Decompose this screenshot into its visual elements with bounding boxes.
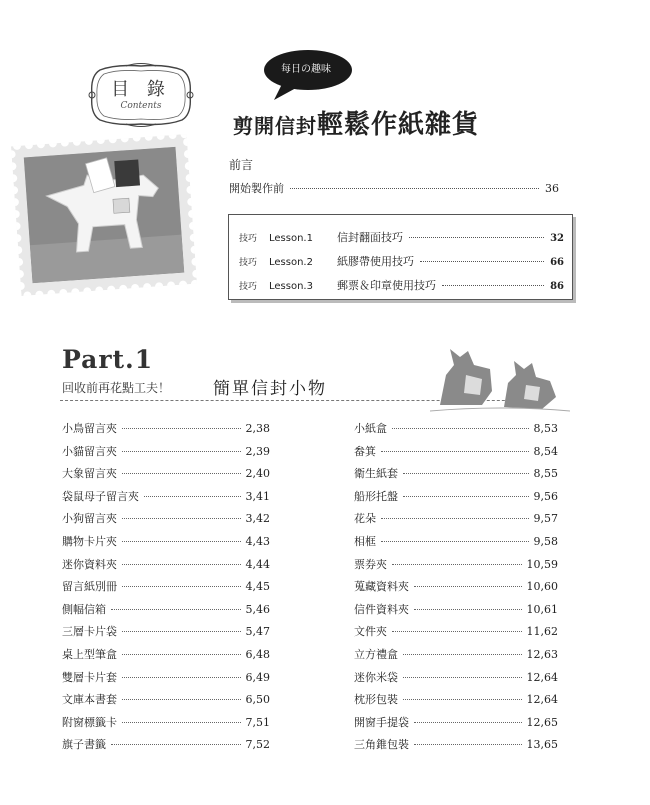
item-page: 6,50 [245,693,270,707]
item-label: 購物卡片夾 [62,534,117,548]
item-page: 3,41 [245,489,270,503]
item-page: 7,52 [245,738,270,752]
photo-area [24,147,184,283]
list-item[interactable] [62,623,270,646]
item-label: 迷你米袋 [354,670,398,684]
list-item[interactable] [62,646,270,669]
lesson-title: 信封翻面技巧 [337,231,403,244]
lesson-title: 郵票＆印章使用技巧 [337,279,436,292]
dot-leader [403,473,529,474]
item-label: 文庫本書套 [62,693,117,707]
item-label: 小鳥留言夾 [62,422,117,435]
item-label: 相框 [354,534,376,548]
item-page: 4,43 [245,534,270,548]
dot-leader [122,541,241,542]
start-entry[interactable] [229,180,559,196]
dot-leader [290,188,539,189]
item-page: 4,44 [245,557,270,571]
item-page: 13,65 [526,738,558,752]
dot-leader [409,237,544,238]
item-page: 7,51 [245,715,270,729]
item-page: 6,49 [245,670,270,684]
item-page: 12,65 [526,715,558,729]
list-item[interactable] [62,488,270,511]
list-item[interactable] [354,420,558,443]
part-title: 簡單信封小物 [213,379,327,399]
lesson-number: Lesson.2 [269,257,313,268]
start-entry-label: 開始製作前 [229,182,284,195]
list-item[interactable] [354,488,558,511]
list-item[interactable] [354,443,558,466]
dot-leader [122,654,241,655]
list-item[interactable] [354,601,558,624]
book-title-part2: 輕鬆作紙雜貨 [317,110,480,140]
dot-leader [403,496,529,497]
item-label: 側幅信箱 [62,602,106,616]
lesson-entry[interactable] [239,253,564,269]
list-item[interactable] [354,736,558,759]
list-item[interactable] [62,510,270,533]
start-entry-page: 36 [545,182,559,195]
list-item[interactable] [354,556,558,579]
dot-leader [122,631,241,632]
dot-leader [111,609,241,610]
dot-leader [381,541,529,542]
dot-leader [403,677,522,678]
item-label: 枕形包裝 [354,693,398,707]
list-item[interactable] [62,443,270,466]
list-item[interactable] [354,691,558,714]
item-label: 迷你資料夾 [62,557,117,571]
dot-leader [381,518,529,519]
list-item[interactable] [62,465,270,488]
item-label: 桌上型筆盒 [62,647,117,661]
item-page: 12,63 [526,647,558,661]
list-item[interactable] [354,510,558,533]
lesson-page: 86 [550,281,564,292]
lesson-entry[interactable] [239,277,564,293]
dot-leader [381,451,529,452]
list-item[interactable] [354,623,558,646]
item-page: 2,40 [245,467,270,481]
lesson-category: 技巧 [239,282,258,292]
item-page: 8,54 [533,444,558,458]
item-label: 小狗留言夾 [62,512,117,526]
item-page: 10,59 [526,557,558,571]
dot-leader [111,744,241,745]
lesson-page: 32 [550,233,564,244]
item-label: 大象留言夾 [62,467,117,481]
dot-leader [442,285,544,286]
dot-leader [414,722,522,723]
lesson-title: 紙膠帶使用技巧 [337,255,414,268]
list-item[interactable] [354,669,558,692]
list-item[interactable] [62,736,270,759]
item-label: 小貓留言夾 [62,444,117,458]
item-page: 9,58 [533,534,558,548]
item-page: 12,64 [526,693,558,707]
dot-leader [403,699,522,700]
item-label: 開窗手提袋 [354,715,409,729]
dot-leader [414,586,522,587]
item-page: 9,56 [533,489,558,503]
item-label: 蒐藏資料夾 [354,580,409,594]
item-label: 立方禮盒 [354,647,398,661]
list-item[interactable] [62,578,270,601]
list-item[interactable] [354,578,558,601]
dot-leader [392,428,529,429]
lessons-box [228,214,573,300]
item-label: 留言紙別冊 [62,580,117,594]
item-label: 小紙盒 [354,422,387,435]
lesson-entry[interactable] [239,229,564,245]
item-page: 8,55 [533,467,558,481]
list-item[interactable] [354,714,558,737]
item-label: 三角錐包裝 [354,738,409,752]
dot-leader [392,564,522,565]
item-page: 12,64 [526,670,558,684]
list-item[interactable] [354,646,558,669]
list-item[interactable] [62,420,270,443]
stamp-photo [11,134,197,296]
list-item[interactable] [354,533,558,556]
dot-leader [122,564,241,565]
list-item[interactable] [62,601,270,624]
dot-leader [122,699,241,700]
list-item[interactable] [62,669,270,692]
part-subtitle: 回收前再花點工夫！ [62,381,171,395]
lesson-number: Lesson.1 [269,233,313,244]
lesson-category: 技巧 [239,258,258,268]
list-item[interactable] [62,533,270,556]
list-item[interactable] [62,556,270,579]
item-page: 10,61 [526,602,558,616]
item-label: 袋鼠母子留言夾 [62,489,139,503]
item-page: 6,48 [245,647,270,661]
items-right-column [354,420,558,759]
item-page: 5,46 [245,602,270,616]
dot-leader [122,428,241,429]
dot-leader [122,451,241,452]
item-label: 畚箕 [354,444,376,458]
item-page: 3,42 [245,512,270,526]
dot-leader [414,609,522,610]
dot-leader [122,677,241,678]
item-page: 4,45 [245,580,270,594]
contents-subtitle: Contents [120,101,162,111]
item-page: 2,38 [245,422,270,435]
item-page: 10,60 [526,580,558,594]
item-page: 5,47 [245,625,270,639]
items-left-column [62,420,270,759]
paper-animals-illustration-icon [430,335,570,413]
dot-leader [122,518,241,519]
item-label: 雙層卡片套 [62,670,117,684]
dot-leader [122,473,241,474]
dot-leader [420,261,544,262]
item-page: 8,53 [533,422,558,435]
item-label: 三層卡片袋 [62,625,117,639]
list-item[interactable] [354,465,558,488]
dot-leader [403,654,522,655]
dot-leader [122,586,241,587]
part-label: Part.1 [62,345,154,374]
dot-leader [122,722,241,723]
book-title-part1: 剪開信封 [233,114,317,138]
item-label: 票券夾 [354,557,387,571]
item-label: 花朵 [354,512,376,526]
dot-leader [392,631,522,632]
item-label: 衛生紙套 [354,467,398,481]
bubble-label: 每日の趣味 [281,64,331,75]
list-item[interactable] [62,714,270,737]
dot-leader [144,496,241,497]
item-label: 旗子書籤 [62,738,106,752]
item-label: 文件夾 [354,625,387,639]
contents-title: 目 錄 [111,79,171,100]
lesson-page: 66 [550,257,564,268]
item-page: 11,62 [526,625,558,639]
preface-label: 前言 [229,158,254,172]
item-page: 9,57 [533,512,558,526]
item-label: 附窗標籤卡 [62,715,117,729]
item-label: 信件資料夾 [354,602,409,616]
lesson-number: Lesson.3 [269,281,313,292]
book-title [233,104,479,141]
contents-badge [86,62,196,128]
item-label: 船形托盤 [354,489,398,503]
dot-leader [414,744,522,745]
list-item[interactable] [62,691,270,714]
item-page: 2,39 [245,444,270,458]
paper-dog-craft-icon [24,147,184,283]
lesson-category: 技巧 [239,234,258,244]
